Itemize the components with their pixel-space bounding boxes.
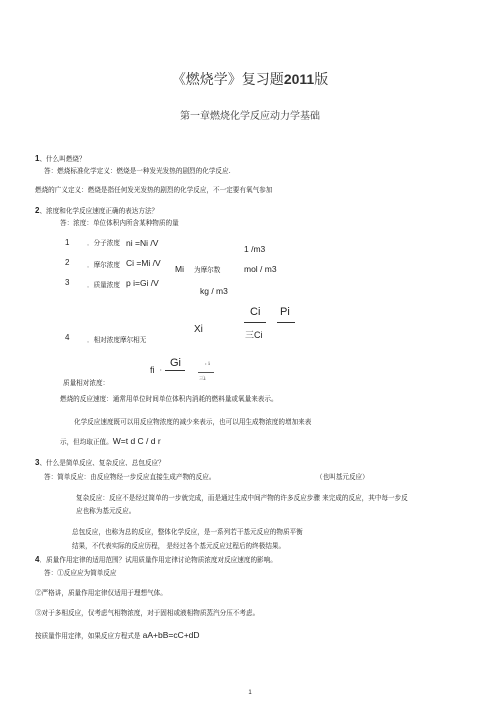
item-4-number: 4 [65,333,70,342]
title-year: 2011 [283,71,315,87]
overall-line-2: 结果，不代表实际的反应历程， 是经过各个基元反应过程后的终极结果。 [72,542,286,550]
unit-1: 1 /m3 [244,244,266,254]
answer-2: 答：浓度：单位体积内所含某种物质的量 [60,219,179,227]
document-title [0,72,500,87]
gi-symbol: Gi [170,357,181,369]
item-3-equation: p i=Gi /V [126,278,159,288]
item-1-label: ．分子浓度 [87,239,120,247]
rate-equation: W=t d C / d r [112,436,161,446]
item-1-number: 1 [65,238,70,247]
xi-symbol: Xi [194,324,203,335]
rate-text: 示，但均取正值。 [60,438,113,446]
item-2-equation: Ci =Mi /V [126,258,161,268]
title-text: 《燃烧学》复习题 [171,72,284,88]
question-number: 1 [35,154,40,163]
fraction-line [277,322,295,323]
item-3-label: ．质量浓度 [87,281,120,289]
rate-line-1: 化学反应速度既可以用反应物浓度的减少来表示，也可以用生成物浓度的增加来表 [74,418,312,426]
mi-description: 为摩尔数 [194,266,221,274]
page-number: 1 [248,690,252,696]
answer-3: 答：简单反应：由反应物经一步反应直接生成产物的反应。 [44,473,216,481]
question-2 [35,207,158,215]
item-2-label: ．摩尔浓度 [87,261,120,269]
answer-1: 答：燃烧标准化学定义：燃烧是一种发光发热的剧烈的化学反应. [44,167,231,175]
colon-mark: : [160,367,162,373]
item-1-equation: ni =Ni /V [126,238,159,248]
fraction-line [244,322,266,323]
question-number: 4 [35,555,40,564]
rate-line-2 [60,437,161,446]
title-suffix: 版 [314,72,329,88]
question-text: ．质量作用定律的适用范围？试用质量作用定律讨论物质浓度对反应速度的影响。 [39,556,277,564]
point-4 [35,631,200,640]
chapter-heading: 第一章燃烧化学反应动力学基础 [180,111,320,122]
question-number: 2 [35,206,40,215]
fi-symbol: fi [150,365,155,375]
pi-symbol: Pi [280,306,290,318]
item-3-number: 3 [65,278,70,287]
question-number: 3 [35,458,40,467]
point-3: ③对于多相反应，仅考虑气相物浓度，对于固相或液相物质蒸汽分压不考虑。 [35,609,260,617]
complex-line-1: 复杂反应：反应不是经过简单的一步就完成，而是通过生成中间产物的许多反应步骤 来完成的反应，其中每一步反 [76,494,408,502]
question-1 [35,155,86,163]
point-2: ②严格讲，质量作用定律仅适用于理想气体。 [35,589,167,597]
fraction-line [165,370,185,371]
question-text: 、什么是简单反应、复杂反应、总包反应？ [39,459,165,467]
sum-ci: 三Ci [245,330,263,340]
item-4-label: ．相对浓度摩尔相无 [87,336,147,344]
mi-symbol: Mi [175,264,184,274]
item-2-number: 2 [65,258,70,267]
gi-sum: 三i [199,376,206,382]
unit-3: kg / m3 [200,286,228,296]
point-4-text: 按质量作用定律，如果反应方程式是 [35,632,141,640]
question-4 [35,556,277,564]
question-text: 、什么叫燃烧？ [39,155,86,163]
unit-2: mol / m3 [244,264,277,274]
fraction-line [198,372,214,373]
answer-3-note: （也叫基元反应） [316,473,369,481]
question-text: 、浓度和化学反应速度正确的表达方法？ [39,207,159,215]
complex-line-2: 应也称为基元反应。 [76,507,136,515]
answer-4: 答：①反应应为简单反应 [44,569,117,577]
reaction-speed: 燃烧的反应速度：通常用单位时间单位体积内消耗的燃料量或氧量来表示。 [60,395,278,403]
small-mark: : i [205,361,210,367]
overall-line-1: 总包反应，也称为总的反应，整体化学反应，是一系列若干基元反应的物质平衡 [72,528,303,536]
question-3 [35,459,165,467]
broad-definition: 燃烧的广义定义：燃烧是指任何发光发热的剧烈的化学反应，不一定要有氧气参加 [35,186,273,194]
ci-symbol: Ci [250,306,261,318]
mass-relative: 质量相对浓度： [63,379,110,387]
reaction-equation: aA+bB=cC+dD [142,630,200,640]
